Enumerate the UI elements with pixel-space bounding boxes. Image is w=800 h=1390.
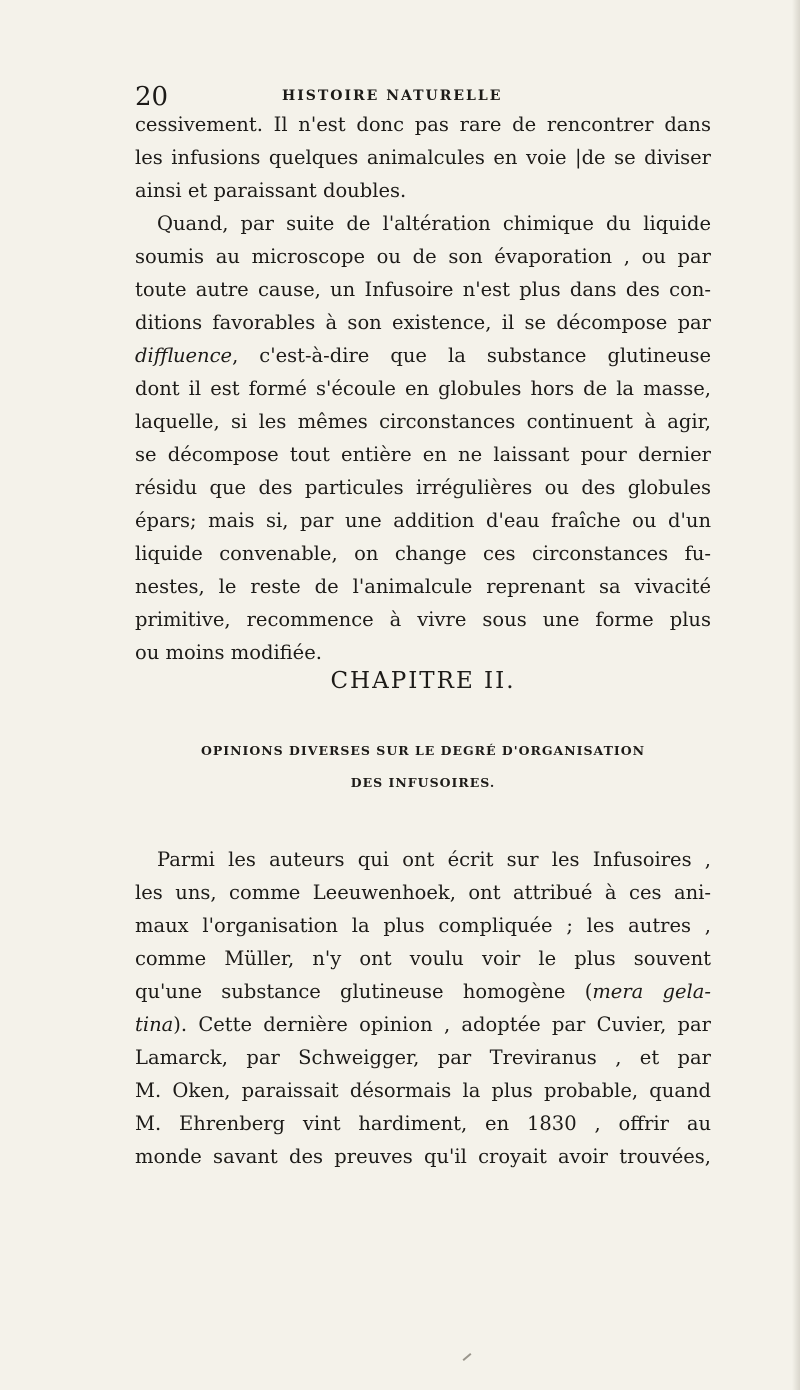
text-line: ou moins modifiée. [135,641,322,664]
text-line: cessivement. Il n'est donc pas rare de rencontrer dans [135,113,711,136]
text-line: laquelle, si les mêmes circonstances continuent à agir, [135,410,711,433]
text-line: M. Oken, paraissait désormais la plus probable, quand [135,1079,711,1102]
text-line: primitive, recommence à vivre sous une forme plus [135,608,711,631]
text-line: tina). Cette dernière opinion , adoptée par Cuvier, par [135,1013,711,1036]
body-text-section-1 [135,108,711,669]
text-line: nestes, le reste de l'animalcule reprenant sa vivacité [135,575,711,598]
page-edge-shadow [792,0,800,1390]
running-title: HISTOIRE NATURELLE [282,88,503,104]
stray-mark [463,1353,472,1361]
text-line: monde savant des preuves qu'il croyait avoir trouvées, [135,1145,711,1168]
text-line: épars; mais si, par une addition d'eau fraîche ou d'un [135,509,711,532]
text-line: maux l'organisation la plus compliquée ; les autres , [135,914,711,937]
text-line: les uns, comme Leeuwenhoek, ont attribué à ces ani- [135,881,711,904]
page-number: 20 [135,82,169,112]
chapter-title: CHAPITRE II. [330,668,516,694]
text-line: Lamarck, par Schweigger, par Treviranus , et par [135,1046,711,1069]
text-line: ainsi et paraissant doubles. [135,179,407,202]
text-line: M. Ehrenberg vint hardiment, en 1830 , offrir au [135,1112,711,1135]
text-line: toute autre cause, un Infusoire n'est plus dans des con- [135,278,711,301]
chapter-subtitle-line: OPINIONS DIVERSES SUR LE DEGRÉ D'ORGANISATION [200,743,646,758]
text-line: qu'une substance glutineuse homogène (mera gela- [135,980,711,1003]
text-line: comme Müller, n'y ont voulu voir le plus souvent [135,947,711,970]
text-line: ditions favorables à son existence, il se décompose par [135,311,711,334]
text-line: diffluence, c'est-à-dire que la substance glutineuse [135,344,711,367]
text-line: résidu que des particules irrégulières ou des globules [135,476,711,499]
chapter-subtitle-line: DES INFUSOIRES. [350,775,496,790]
text-line: les infusions quelques animalcules en voie |de se diviser [135,146,711,169]
text-line: Quand, par suite de l'altération chimique du liquide [157,212,711,235]
chapter-subtitle [135,735,711,799]
text-line: liquide convenable, on change ces circonstances fu- [135,542,711,565]
text-line: se décompose tout entière en ne laissant pour dernier [135,443,711,466]
text-line: dont il est formé s'écoule en globules hors de la masse, [135,377,711,400]
body-text-section-2 [135,843,711,1173]
text-line: soumis au microscope ou de son évaporation , ou par [135,245,711,268]
text-line: Parmi les auteurs qui ont écrit sur les Infusoires , [157,848,711,871]
